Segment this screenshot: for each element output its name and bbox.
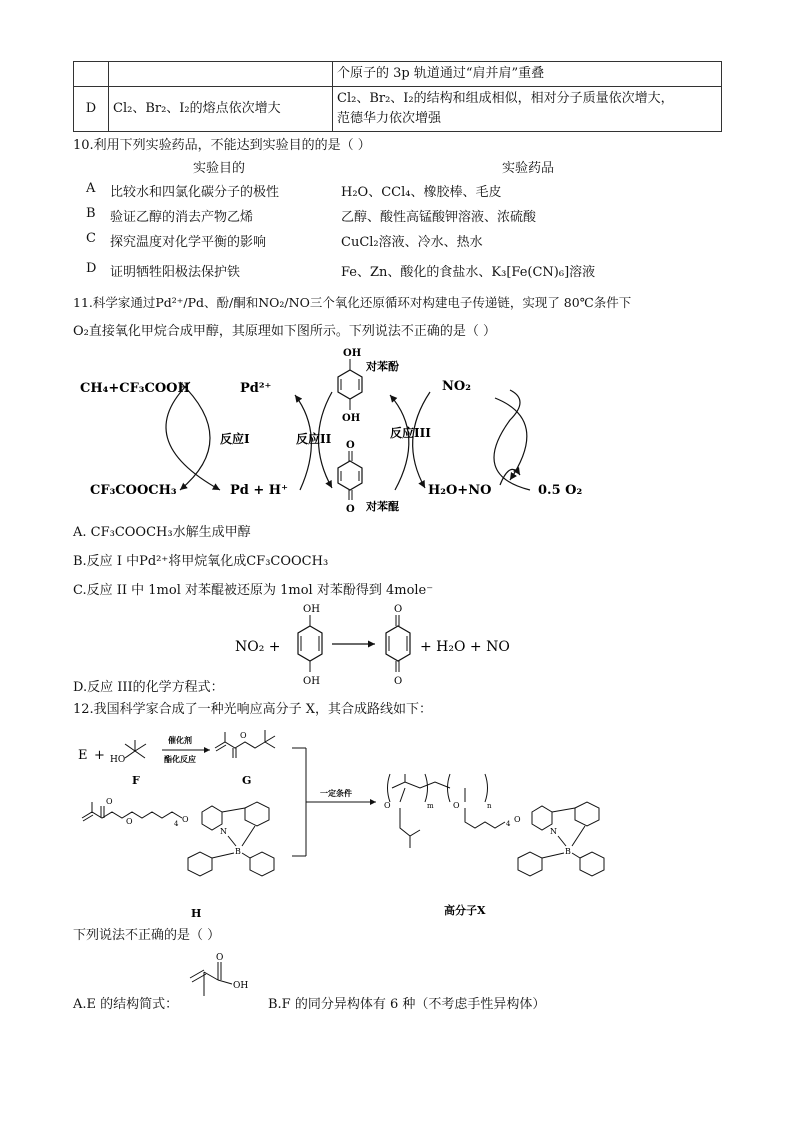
h2o-no-label: H₂O+NO: [428, 483, 492, 498]
table-cell-line: 范德华力依次增强: [337, 111, 442, 126]
svg-text:B: B: [235, 847, 241, 856]
q10-stem: 10.利用下列实验药品，不能达到实验目的的是（ ）: [73, 138, 371, 153]
equation-no2: NO₂ +: [235, 639, 281, 655]
table-cell: 个原子的 3p 轨道通过“肩并肩”重叠: [333, 62, 722, 87]
svg-text:O: O: [126, 817, 133, 826]
polymer-x-structure: [384, 774, 604, 917]
svg-text:4: 4: [506, 820, 511, 828]
pd2-label: Pd²⁺: [240, 381, 272, 396]
reaction-3-equation: [230, 598, 530, 688]
reaction-1-label: 反应I: [220, 432, 250, 446]
arrow-curve: [166, 382, 220, 490]
q11-option-a: A. CF₃COOCH₃水解生成甲醇: [73, 525, 251, 540]
table-cell: [74, 62, 109, 87]
q12-option-a: A.E 的结构简式：: [73, 997, 179, 1012]
benzoquinone-structure: [338, 440, 399, 515]
arrow-curve: [494, 390, 530, 490]
q11-option-b: B.反应 I 中Pd²⁺将甲烷氧化成CF₃COOCH₃: [73, 554, 329, 569]
hydroquinone-structure: [298, 604, 322, 687]
reaction-3-label: 反应III: [390, 426, 431, 440]
methacrylic-acid-structure: [180, 950, 260, 1005]
hydroquinone-label: 对苯酚: [366, 360, 399, 373]
svg-text:OH: OH: [303, 604, 320, 615]
svg-text:O: O: [384, 801, 391, 810]
table-cell: D: [74, 87, 109, 132]
q10-option-reagents: 乙醇、酸性高锰酸钾溶液、浓硫酸: [341, 210, 537, 225]
svg-text:O: O: [394, 604, 403, 615]
q11-stem-line1: 11.科学家通过Pd²⁺/Pd、酚/酮和NO₂/NO三个氧化还原循环对构建电子传递链，实现了 80℃条件下: [73, 295, 632, 310]
pd-h-label: Pd + H⁺: [230, 483, 288, 498]
q10-option-letter: A: [86, 181, 96, 196]
catalyst-label: 催化剂: [168, 735, 192, 745]
svg-text:B: B: [565, 847, 571, 856]
table-cell-line: Cl₂、Br₂、I₂的结构和组成相似，相对分子质量依次增大，: [337, 91, 674, 106]
svg-text:OH: OH: [303, 676, 320, 687]
svg-text:O: O: [240, 731, 247, 740]
q11-option-c: C.反应 II 中 1mol 对苯醌被还原为 1mol 对苯酚得到 4mole⁻: [73, 583, 434, 598]
table-cell: [333, 87, 722, 132]
q10-option-reagents: CuCl₂溶液、冷水、热水: [341, 235, 483, 250]
q11-stem-line2: O₂直接氧化甲烷合成甲醇，其原理如下图所示。下列说法不正确的是（ ）: [73, 324, 497, 339]
no2-label: NO₂: [442, 379, 471, 394]
svg-text:OH: OH: [233, 981, 249, 991]
compound-g-label: G: [242, 774, 252, 787]
hydroquinone-structure: [338, 348, 400, 424]
q10-option-letter: D: [86, 261, 97, 276]
reaction-2-label: 反应II: [296, 432, 332, 446]
plus-sign: +: [94, 748, 105, 763]
table-row: [74, 62, 722, 87]
redox-cycle-diagram: [70, 340, 590, 520]
esterification-label: 酯化反应: [164, 754, 196, 764]
answer-table: [73, 61, 722, 132]
svg-text:O: O: [394, 676, 403, 687]
svg-text:O: O: [106, 797, 113, 806]
polymer-x-label: 高分子X: [444, 904, 486, 917]
product-ester: CF₃COOCH₃: [90, 483, 177, 498]
svg-text:O: O: [182, 815, 189, 824]
o2-label: 0.5 O₂: [538, 483, 583, 498]
q10-option-reagents: Fe、Zn、酸化的食盐水、K₃[Fe(CN)₆]溶液: [341, 265, 596, 280]
table-row: [74, 87, 722, 132]
q10-option-letter: B: [86, 206, 96, 221]
svg-text:O: O: [216, 953, 224, 963]
q12-option-b: B.F 的同分异构体有 6 种（不考虑手性异构体）: [268, 997, 546, 1012]
q12-question: 下列说法不正确的是（ ）: [73, 928, 221, 943]
q10-option-purpose: 验证乙醇的消去产物乙烯: [110, 210, 254, 225]
svg-text:m: m: [427, 802, 434, 810]
compound-h-structure: [82, 797, 274, 920]
q11-option-d: D.反应 III的化学方程式：: [73, 680, 224, 695]
arrow-curve: [390, 395, 409, 490]
q10-option-reagents: H₂O、CCl₄、橡胶棒、毛皮: [341, 185, 502, 200]
svg-text:OH: OH: [343, 348, 362, 359]
arrow-curve: [413, 392, 430, 488]
svg-text:HO: HO: [110, 755, 126, 765]
arrow-curve: [495, 398, 527, 480]
svg-text:O: O: [346, 440, 355, 451]
benzoquinone-label: 对苯醌: [366, 500, 399, 513]
table-cell: Cl₂、Br₂、I₂的熔点依次增大: [109, 87, 333, 132]
q10-header-purpose: 实验目的: [193, 161, 246, 176]
q10-option-purpose: 比较水和四氯化碳分子的极性: [110, 185, 280, 200]
compound-g-structure: [215, 730, 275, 787]
equation-products: + H₂O + NO: [420, 639, 510, 655]
compound-e-label: E: [78, 748, 88, 763]
synthesis-scheme: [70, 718, 630, 923]
q10-option-purpose: 证明牺牲阳极法保护铁: [110, 265, 241, 280]
svg-text:N: N: [220, 827, 227, 836]
q12-stem: 12.我国科学家合成了一种光响应高分子 X，其合成路线如下：: [73, 702, 433, 717]
q10-header-reagents: 实验药品: [502, 161, 555, 176]
condition-label: 一定条件: [320, 788, 352, 798]
compound-f-label: F: [132, 774, 140, 787]
q10-option-letter: C: [86, 231, 96, 246]
compound-f-structure: [110, 740, 146, 787]
svg-text:4: 4: [174, 820, 179, 828]
svg-text:n: n: [487, 802, 492, 810]
table-cell: [109, 62, 333, 87]
reactant-methane: CH₄+CF₃COOH: [80, 381, 190, 396]
svg-text:OH: OH: [342, 413, 361, 424]
svg-text:O: O: [453, 801, 460, 810]
q10-option-purpose: 探究温度对化学平衡的影响: [110, 235, 267, 250]
compound-h-label: H: [191, 907, 202, 920]
benzoquinone-structure: [386, 604, 410, 687]
svg-text:N: N: [550, 827, 557, 836]
svg-text:O: O: [514, 815, 521, 824]
svg-text:O: O: [346, 504, 355, 515]
